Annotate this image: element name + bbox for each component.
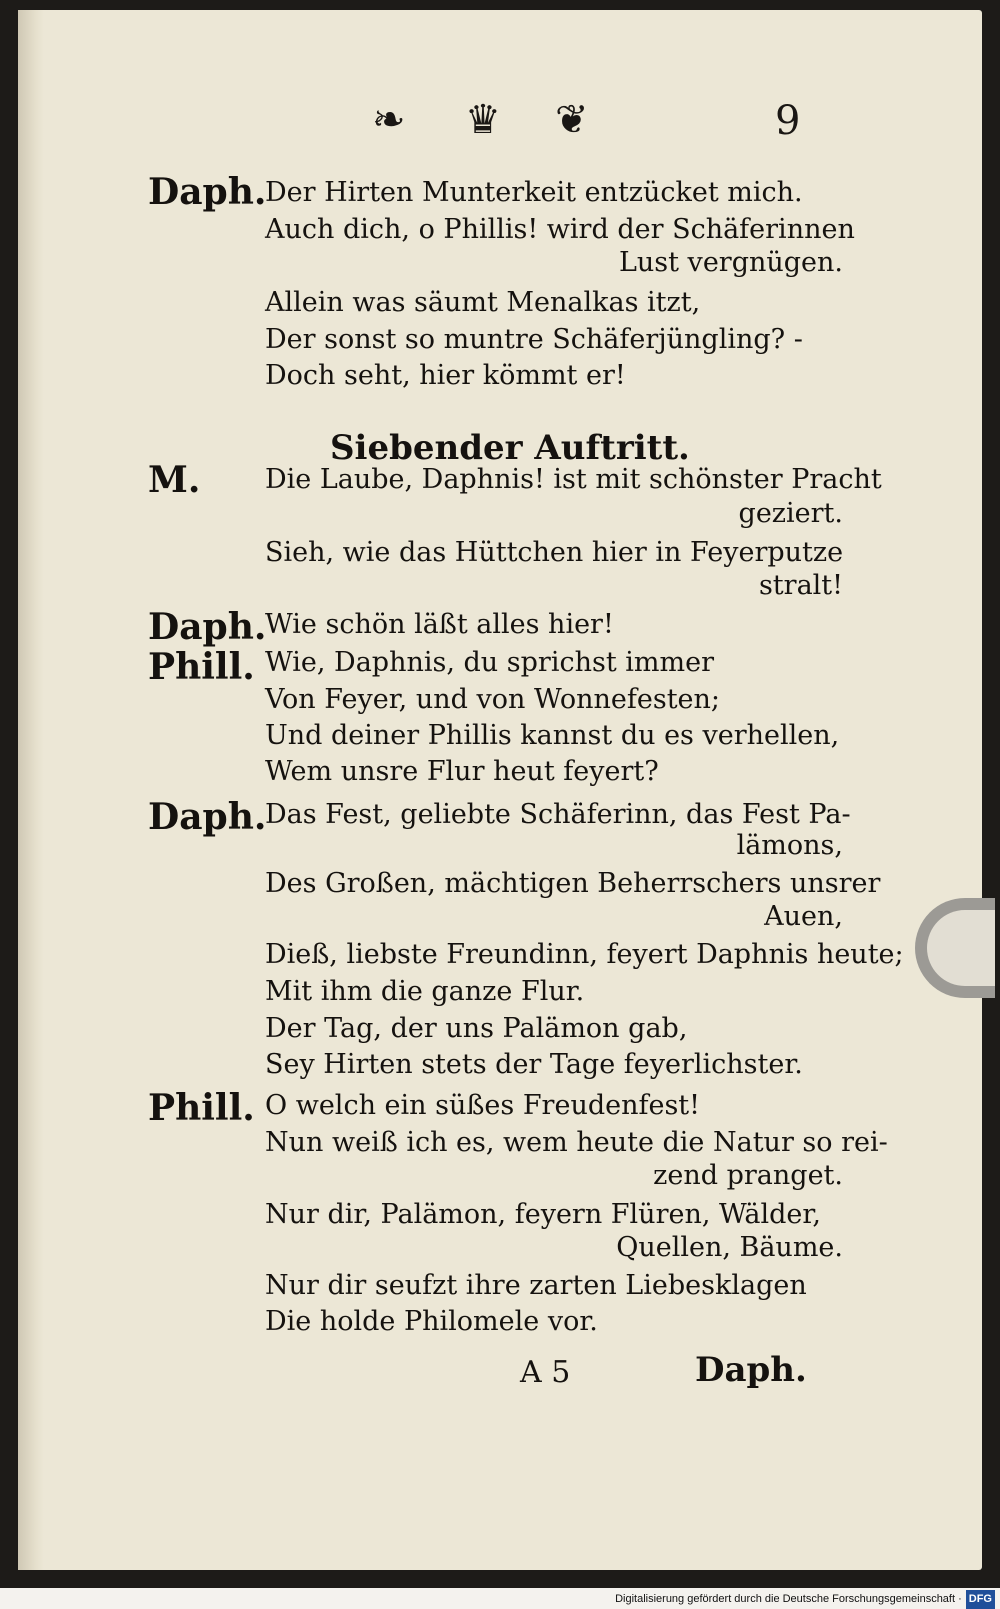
verse-line: Nur dir, Palämon, feyern Flüren, Wälder, bbox=[265, 1199, 821, 1230]
page-gutter bbox=[18, 10, 44, 1570]
digitization-credit bbox=[0, 1590, 995, 1609]
verse-line: Lust vergnügen. bbox=[618, 247, 843, 278]
verse-line: Allein was säumt Menalkas itzt, bbox=[265, 287, 701, 318]
verse-line: geziert. bbox=[738, 498, 843, 529]
verse-line: Das Fest, geliebte Schäferinn, das Fest Pa- bbox=[265, 799, 851, 830]
speaker-name: Daph. bbox=[148, 171, 267, 213]
scene-title: Siebender Auftritt. bbox=[330, 428, 690, 468]
verse-line: Sey Hirten stets der Tage feyerlichster. bbox=[265, 1049, 803, 1080]
verse-line: Die Laube, Daphnis! ist mit schönster Pracht bbox=[265, 464, 882, 495]
verse-line: Quellen, Bäume. bbox=[616, 1232, 843, 1263]
verse-line: Auen, bbox=[764, 901, 843, 932]
verse-line: Doch seht, hier kömmt er! bbox=[265, 360, 626, 391]
verse-line: stralt! bbox=[758, 570, 843, 601]
verse-line: Der Hirten Munterkeit entzücket mich. bbox=[265, 177, 803, 208]
verse-line: Wem unsre Flur heut feyert? bbox=[265, 756, 659, 787]
speaker-name: Phill. bbox=[148, 1087, 255, 1129]
speaker-name: Daph. bbox=[148, 606, 267, 648]
credit-text: Digitalisierung gefördert durch die Deutsche Forschungsgemeinschaft · bbox=[615, 1593, 962, 1605]
verse-line: Sieh, wie das Hüttchen hier in Feyerputze bbox=[265, 537, 844, 568]
speaker-name: Phill. bbox=[148, 646, 255, 688]
signature-mark: A 5 bbox=[520, 1355, 571, 1390]
verse-line: lämons, bbox=[736, 830, 843, 861]
ornament-right-icon: ❦ bbox=[555, 97, 589, 143]
verse-line: Der sonst so muntre Schäferjüngling? - bbox=[265, 324, 803, 355]
speaker-name: M. bbox=[148, 459, 201, 501]
verse-line: Dieß, liebste Freundinn, feyert Daphnis heute; bbox=[265, 939, 904, 970]
verse-line: zend pranget. bbox=[653, 1160, 843, 1191]
verse-line: Nur dir seufzt ihre zarten Liebesklagen bbox=[265, 1270, 807, 1301]
catchword: Daph. bbox=[695, 1350, 807, 1390]
verse-line: Auch dich, o Phillis! wird der Schäferinnen bbox=[265, 214, 855, 245]
ornament-left-icon: ❧ bbox=[372, 97, 406, 143]
verse-line: Mit ihm die ganze Flur. bbox=[265, 976, 585, 1007]
dfg-logo: DFG bbox=[966, 1590, 995, 1609]
verse-line: Wie schön läßt alles hier! bbox=[265, 609, 614, 640]
verse-line: Und deiner Phillis kannst du es verhellen, bbox=[265, 720, 840, 751]
verse-line: Von Feyer, und von Wonnefesten; bbox=[265, 684, 721, 715]
speaker-name: Daph. bbox=[148, 796, 267, 838]
verse-line: Wie, Daphnis, du sprichst immer bbox=[265, 647, 714, 678]
verse-line: Der Tag, der uns Palämon gab, bbox=[265, 1013, 688, 1044]
verse-line: Nun weiß ich es, wem heute die Natur so rei- bbox=[265, 1127, 888, 1158]
page-number: 9 bbox=[775, 98, 801, 144]
verse-line: Des Großen, mächtigen Beherrschers unsrer bbox=[265, 868, 881, 899]
verse-line: O welch ein süßes Freudenfest! bbox=[265, 1090, 701, 1121]
crown-ornament-icon: ♛ bbox=[465, 97, 501, 143]
verse-line: Die holde Philomele vor. bbox=[265, 1306, 598, 1337]
